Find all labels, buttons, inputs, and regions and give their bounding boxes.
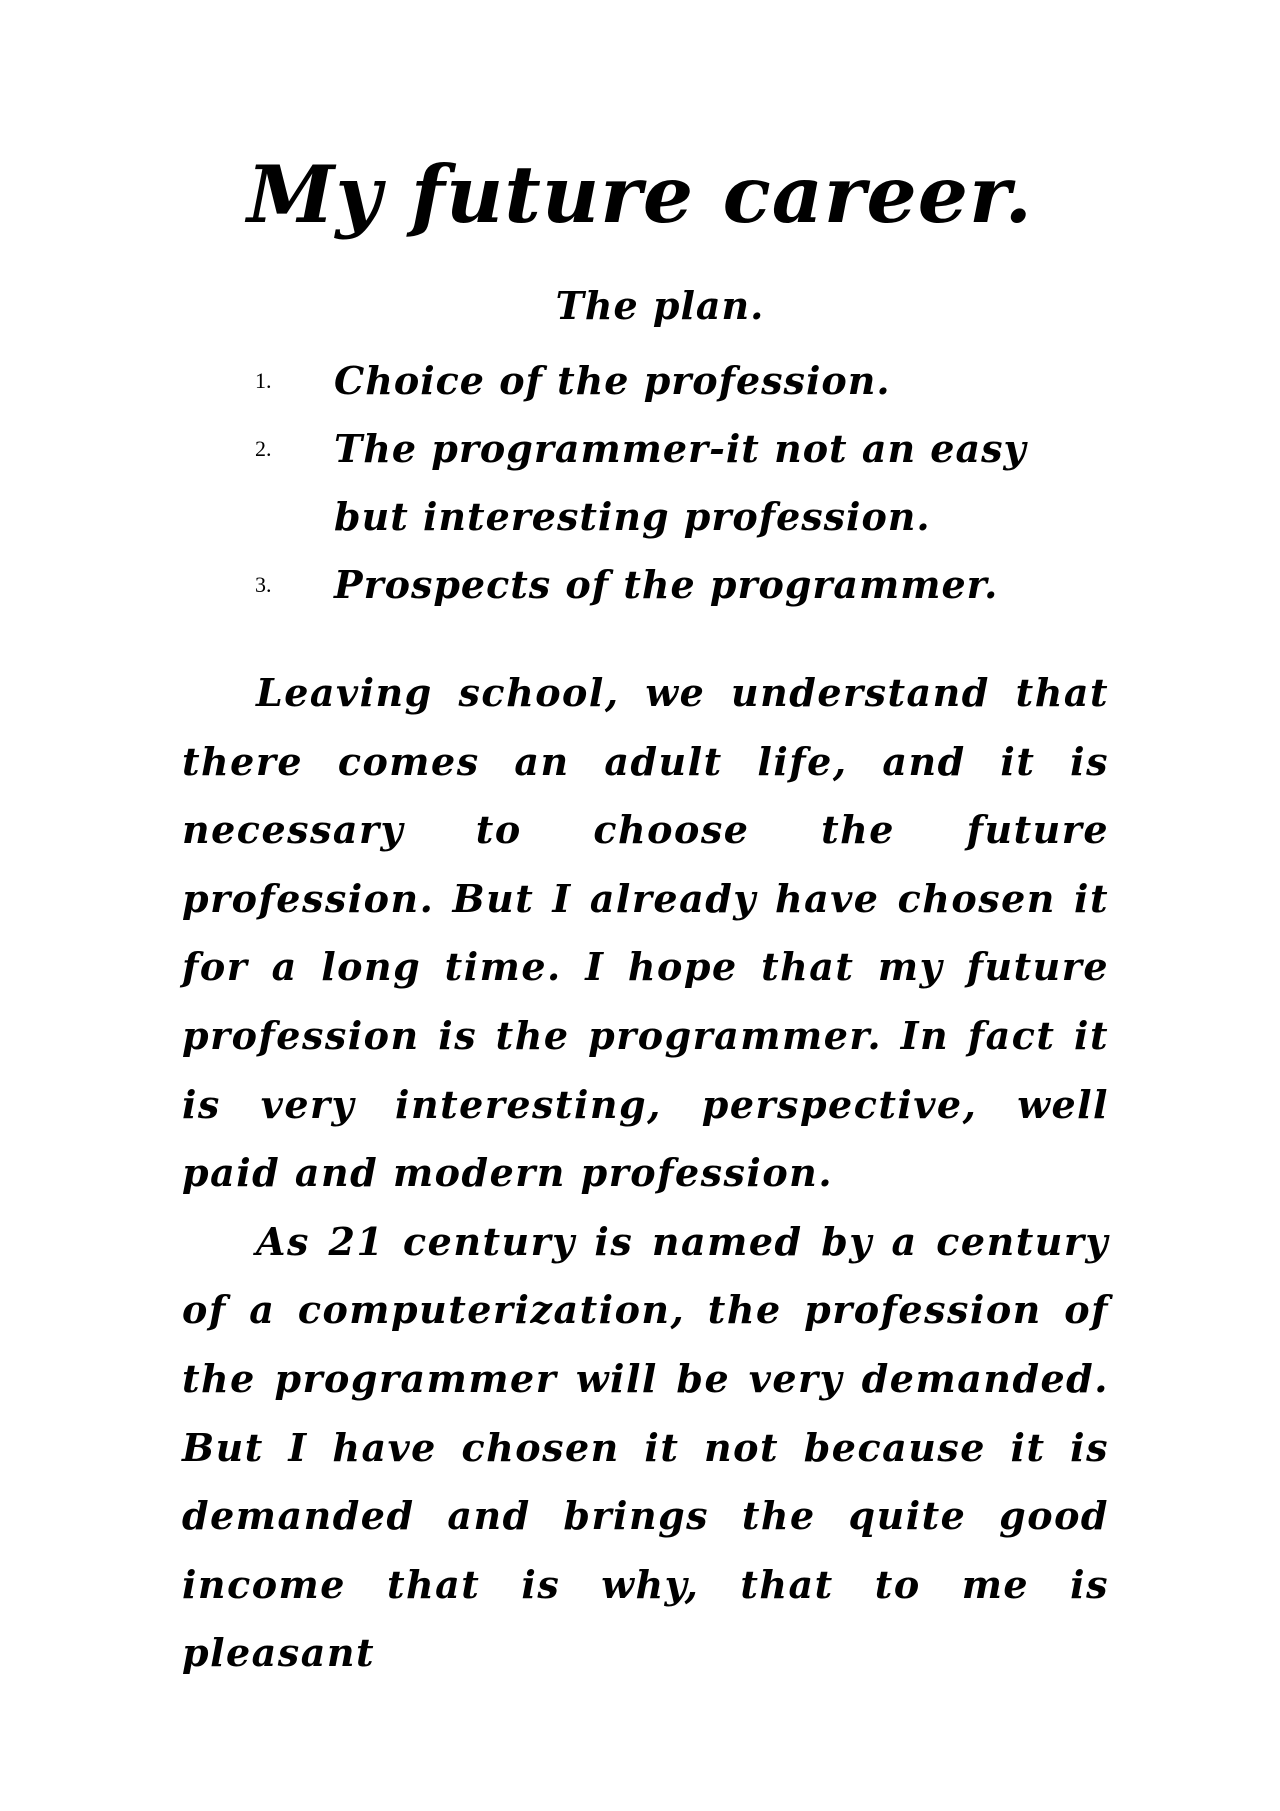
plan-item-number: 3. xyxy=(255,572,272,597)
plan-heading: The plan. xyxy=(555,283,765,328)
plan-item-text: Choice of the profession. xyxy=(334,358,891,403)
plan-item xyxy=(0,551,1280,619)
page-title: My future career. xyxy=(247,148,1033,241)
paragraph: Leaving school, we understand that there comes an adult life, and it is necessary to choose the future profession. But I already have chosen it for a long time. I hope that my future profession is the programmer. In fact it is very interesting, perspective, well paid and modern profession. xyxy=(182,670,1109,1196)
plan-list xyxy=(0,347,1280,619)
plan-item xyxy=(0,347,1280,415)
paragraph: As 21 century is named by a century of a computerization, the profession of the programmer will be very demanded. But I have chosen it not because it is demanded and brings the quite good income that is why, that to me is pleasant xyxy=(182,1218,1109,1676)
plan-item-text: Prospects of the programmer. xyxy=(334,562,999,607)
plan-item-number: 1. xyxy=(255,368,272,393)
plan-item xyxy=(0,415,1280,551)
plan-item-text: The programmer-it not an easy but interesting profession. xyxy=(334,426,1027,539)
plan-item-number: 2. xyxy=(255,436,272,461)
essay-body xyxy=(182,659,1109,1688)
